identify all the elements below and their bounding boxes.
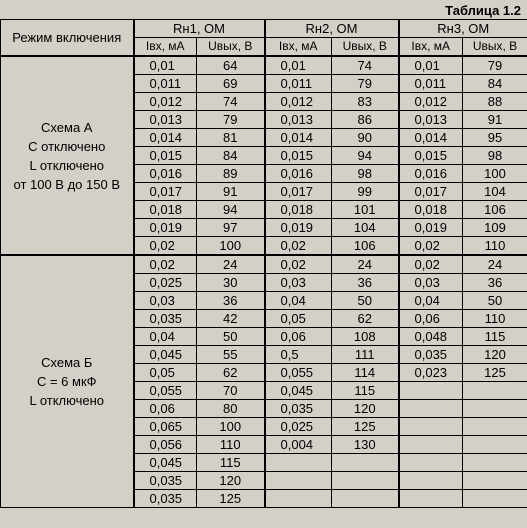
current-cell: 0,05 (265, 310, 332, 328)
current-cell: 0,014 (134, 129, 197, 147)
data-table (0, 19, 527, 508)
voltage-cell: 120 (332, 400, 399, 418)
current-cell: 0,018 (399, 201, 463, 219)
mode-line: С отключено (28, 138, 106, 154)
voltage-cell: 90 (332, 129, 399, 147)
current-cell: 0,045 (265, 382, 332, 400)
voltage-cell: 42 (197, 310, 265, 328)
voltage-cell: 114 (332, 364, 399, 382)
current-cell: 0,04 (134, 328, 197, 346)
voltage-cell: 36 (332, 274, 399, 292)
current-cell: 0,02 (265, 255, 332, 274)
sub-header-voltage: Uвых, В (332, 38, 399, 57)
voltage-cell: 109 (463, 219, 527, 237)
voltage-cell: 69 (197, 75, 265, 93)
current-cell: 0,019 (134, 219, 197, 237)
voltage-cell: 125 (197, 490, 265, 508)
voltage-cell: 79 (332, 75, 399, 93)
voltage-cell: 100 (197, 418, 265, 436)
current-cell: 0,055 (134, 382, 197, 400)
current-cell: 0,01 (134, 56, 197, 75)
voltage-cell: 110 (197, 436, 265, 454)
current-cell: 0,048 (399, 328, 463, 346)
current-cell (399, 382, 463, 400)
mode-cell (1, 255, 134, 508)
voltage-cell: 115 (197, 454, 265, 472)
current-cell: 0,016 (265, 165, 332, 183)
voltage-cell (463, 454, 527, 472)
header-row-groups (1, 20, 527, 38)
voltage-cell (332, 454, 399, 472)
current-cell: 0,035 (134, 472, 197, 490)
current-cell: 0,02 (265, 237, 332, 256)
current-cell: 0,03 (265, 274, 332, 292)
voltage-cell: 74 (197, 93, 265, 111)
voltage-cell: 104 (463, 183, 527, 201)
current-cell: 0,5 (265, 346, 332, 364)
voltage-cell: 106 (332, 237, 399, 256)
voltage-cell: 55 (197, 346, 265, 364)
voltage-cell: 91 (463, 111, 527, 129)
voltage-cell: 106 (463, 201, 527, 219)
voltage-cell: 115 (463, 328, 527, 346)
current-cell: 0,011 (134, 75, 197, 93)
voltage-cell: 80 (197, 400, 265, 418)
current-cell: 0,012 (265, 93, 332, 111)
voltage-cell: 30 (197, 274, 265, 292)
current-cell: 0,045 (134, 454, 197, 472)
current-cell: 0,045 (134, 346, 197, 364)
current-cell (265, 454, 332, 472)
voltage-cell: 108 (332, 328, 399, 346)
voltage-cell: 111 (332, 346, 399, 364)
current-cell: 0,04 (399, 292, 463, 310)
group-header-rn2: Rн2, ОМ (265, 20, 399, 38)
voltage-cell (463, 490, 527, 508)
voltage-cell: 98 (463, 147, 527, 165)
voltage-cell: 62 (332, 310, 399, 328)
current-cell: 0,025 (265, 418, 332, 436)
current-cell: 0,06 (399, 310, 463, 328)
current-cell: 0,011 (265, 75, 332, 93)
current-cell: 0,035 (265, 400, 332, 418)
current-cell: 0,015 (399, 147, 463, 165)
voltage-cell: 24 (463, 255, 527, 274)
current-cell: 0,012 (134, 93, 197, 111)
voltage-cell: 120 (197, 472, 265, 490)
current-cell (399, 472, 463, 490)
current-cell: 0,019 (265, 219, 332, 237)
current-cell: 0,013 (134, 111, 197, 129)
voltage-cell: 101 (332, 201, 399, 219)
voltage-cell: 50 (332, 292, 399, 310)
voltage-cell: 70 (197, 382, 265, 400)
current-cell: 0,05 (134, 364, 197, 382)
current-cell: 0,014 (399, 129, 463, 147)
voltage-cell (463, 436, 527, 454)
current-cell: 0,017 (399, 183, 463, 201)
current-cell: 0,015 (134, 147, 197, 165)
mode-line: Схема А (41, 119, 93, 135)
group-header-rn1: Rн1, ОМ (134, 20, 265, 38)
voltage-cell: 115 (332, 382, 399, 400)
group-header-rn3: Rн3, ОМ (399, 20, 527, 38)
current-cell: 0,056 (134, 436, 197, 454)
voltage-cell: 81 (197, 129, 265, 147)
mode-header: Режим включения (1, 20, 134, 57)
voltage-cell: 36 (197, 292, 265, 310)
current-cell (399, 436, 463, 454)
current-cell: 0,02 (399, 237, 463, 256)
voltage-cell: 99 (332, 183, 399, 201)
voltage-cell: 110 (463, 237, 527, 256)
voltage-cell: 94 (197, 201, 265, 219)
current-cell: 0,02 (134, 237, 197, 256)
mode-cell (1, 56, 134, 255)
voltage-cell: 130 (332, 436, 399, 454)
voltage-cell (463, 400, 527, 418)
sub-header-current: Iвх, мА (399, 38, 463, 57)
current-cell: 0,06 (134, 400, 197, 418)
voltage-cell: 89 (197, 165, 265, 183)
current-cell (265, 490, 332, 508)
current-cell: 0,04 (265, 292, 332, 310)
voltage-cell: 84 (197, 147, 265, 165)
current-cell: 0,065 (134, 418, 197, 436)
current-cell (399, 454, 463, 472)
voltage-cell (332, 472, 399, 490)
current-cell: 0,01 (265, 56, 332, 75)
voltage-cell: 79 (463, 56, 527, 75)
voltage-cell (332, 490, 399, 508)
voltage-cell: 100 (463, 165, 527, 183)
current-cell: 0,015 (265, 147, 332, 165)
current-cell: 0,03 (399, 274, 463, 292)
current-cell: 0,01 (399, 56, 463, 75)
voltage-cell: 125 (463, 364, 527, 382)
table-row (1, 255, 527, 274)
current-cell: 0,011 (399, 75, 463, 93)
current-cell: 0,02 (134, 255, 197, 274)
current-cell: 0,014 (265, 129, 332, 147)
voltage-cell: 100 (197, 237, 265, 256)
voltage-cell: 98 (332, 165, 399, 183)
mode-line: от 100 В до 150 В (13, 176, 120, 192)
voltage-cell: 110 (463, 310, 527, 328)
table-row (1, 56, 527, 75)
voltage-cell: 79 (197, 111, 265, 129)
voltage-cell: 125 (332, 418, 399, 436)
sub-header-current: Iвх, мА (265, 38, 332, 57)
voltage-cell (463, 472, 527, 490)
current-cell: 0,03 (134, 292, 197, 310)
current-cell: 0,012 (399, 93, 463, 111)
voltage-cell: 24 (197, 255, 265, 274)
current-cell: 0,019 (399, 219, 463, 237)
sub-header-voltage: Uвых, В (463, 38, 527, 57)
voltage-cell: 84 (463, 75, 527, 93)
current-cell: 0,035 (399, 346, 463, 364)
current-cell (399, 418, 463, 436)
current-cell (265, 472, 332, 490)
voltage-cell: 62 (197, 364, 265, 382)
sub-header-voltage: Uвых, В (197, 38, 265, 57)
mode-line: L отключено (29, 157, 105, 173)
voltage-cell: 91 (197, 183, 265, 201)
current-cell (399, 490, 463, 508)
voltage-cell: 36 (463, 274, 527, 292)
voltage-cell (463, 382, 527, 400)
voltage-cell: 95 (463, 129, 527, 147)
voltage-cell: 74 (332, 56, 399, 75)
mode-line: С = 6 мкФ (36, 374, 97, 389)
table-caption: Таблица 1.2 (445, 3, 521, 18)
current-cell: 0,004 (265, 436, 332, 454)
current-cell: 0,035 (134, 490, 197, 508)
voltage-cell: 94 (332, 147, 399, 165)
current-cell: 0,055 (265, 364, 332, 382)
current-cell: 0,06 (265, 328, 332, 346)
current-cell: 0,013 (399, 111, 463, 129)
voltage-cell: 24 (332, 255, 399, 274)
voltage-cell: 64 (197, 56, 265, 75)
voltage-cell (463, 418, 527, 436)
current-cell: 0,013 (265, 111, 332, 129)
mode-line: Схема Б (41, 355, 93, 370)
current-cell: 0,025 (134, 274, 197, 292)
current-cell: 0,018 (134, 201, 197, 219)
current-cell: 0,016 (134, 165, 197, 183)
voltage-cell: 97 (197, 219, 265, 237)
current-cell: 0,018 (265, 201, 332, 219)
voltage-cell: 50 (463, 292, 527, 310)
voltage-cell: 104 (332, 219, 399, 237)
sub-header-current: Iвх, мА (134, 38, 197, 57)
current-cell: 0,017 (134, 183, 197, 201)
voltage-cell: 88 (463, 93, 527, 111)
current-cell: 0,016 (399, 165, 463, 183)
voltage-cell: 50 (197, 328, 265, 346)
voltage-cell: 86 (332, 111, 399, 129)
voltage-cell: 120 (463, 346, 527, 364)
mode-line: L отключено (29, 393, 105, 408)
current-cell: 0,017 (265, 183, 332, 201)
current-cell: 0,02 (399, 255, 463, 274)
current-cell: 0,035 (134, 310, 197, 328)
current-cell: 0,023 (399, 364, 463, 382)
current-cell (399, 400, 463, 418)
voltage-cell: 83 (332, 93, 399, 111)
